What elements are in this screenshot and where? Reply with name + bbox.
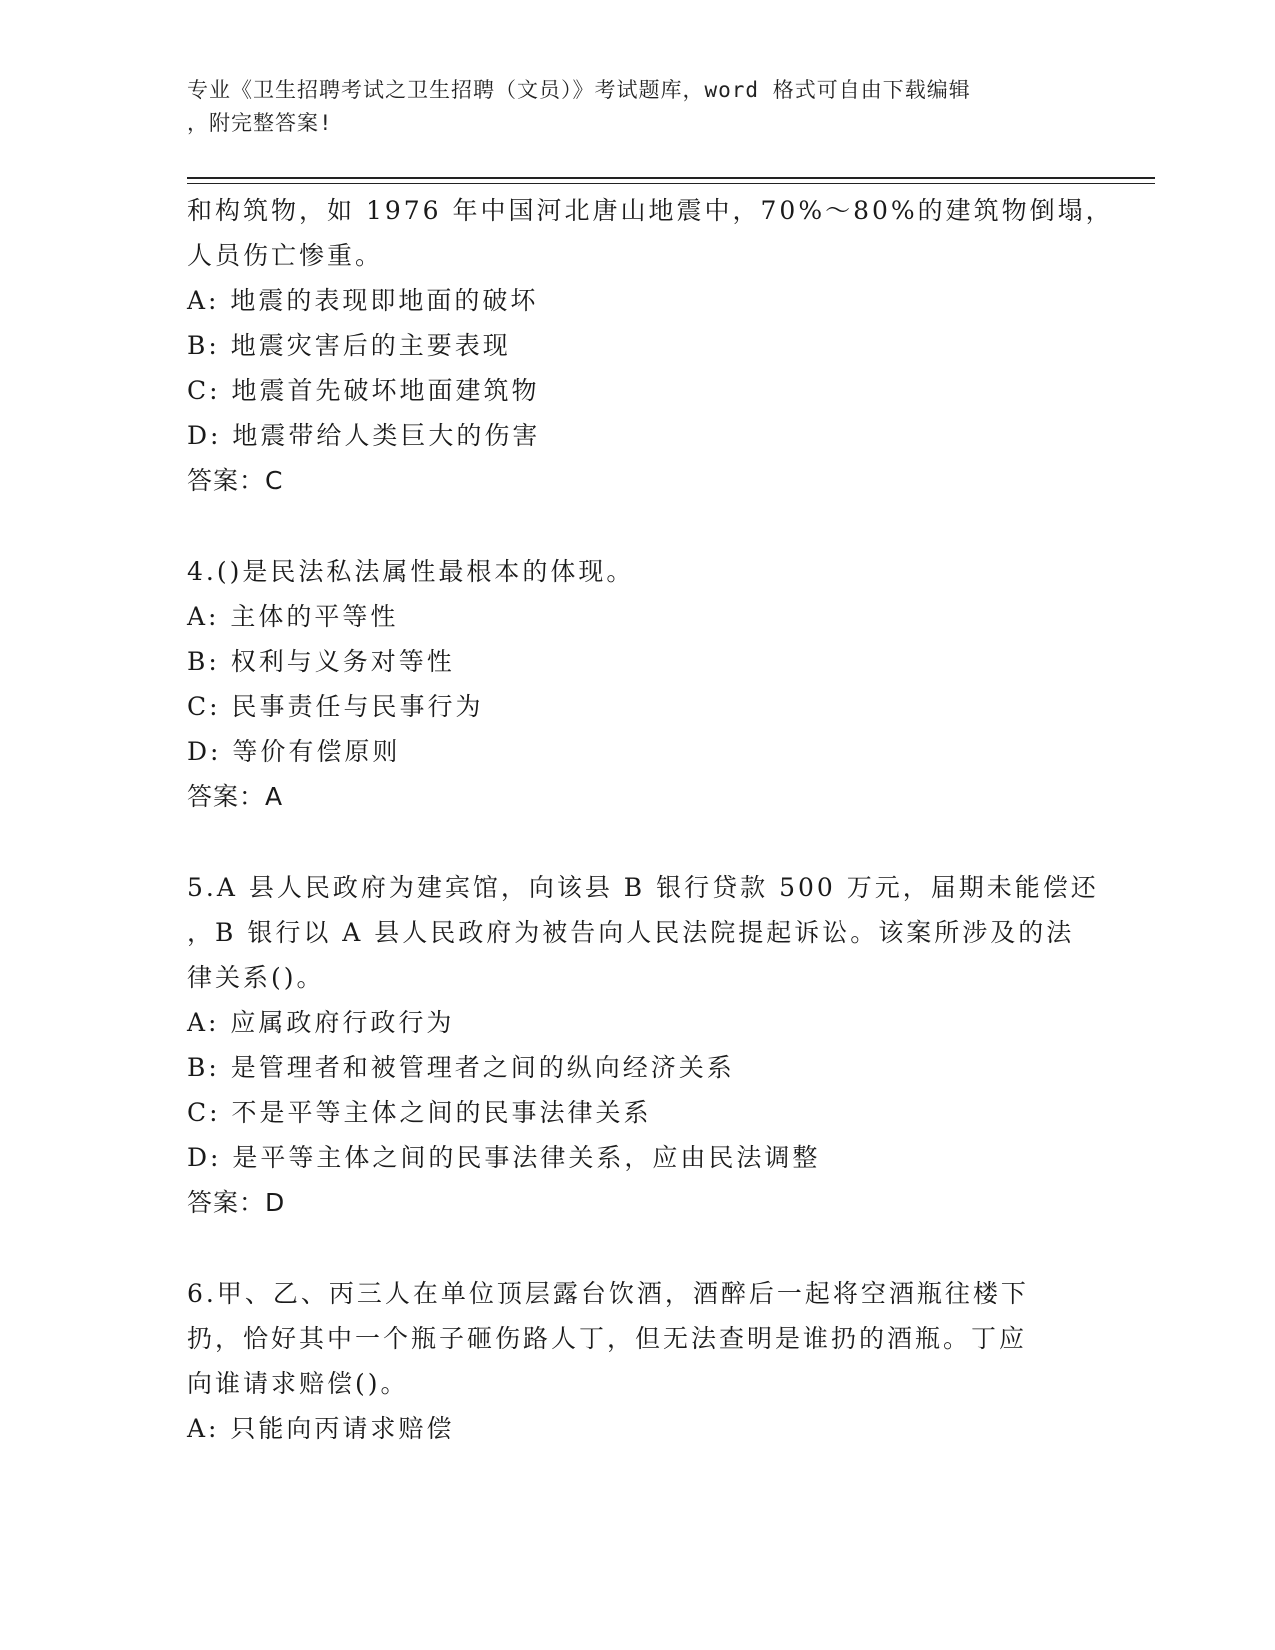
question-spacer xyxy=(187,1225,1087,1271)
option-c: C: 民事责任与民事行为 xyxy=(187,692,484,721)
question-stem-line: 6.甲、乙、丙三人在单位顶层露台饮酒，酒醉后一起将空酒瓶往楼下 xyxy=(187,1279,1029,1308)
question-content xyxy=(187,188,1114,1451)
option-c: C: 不是平等主体之间的民事法律关系 xyxy=(187,1098,652,1127)
header-divider-thin xyxy=(187,183,1155,184)
option-d: D: 是平等主体之间的民事法律关系，应由民法调整 xyxy=(187,1143,821,1172)
option-d: D: 等价有偿原则 xyxy=(187,737,401,766)
option-a: A: 主体的平等性 xyxy=(187,602,399,631)
question-stem-line: ，B 银行以 A 县人民政府为被告向人民法院提起诉讼。该案所涉及的法 xyxy=(187,918,1075,947)
option-b: B: 地震灾害后的主要表现 xyxy=(187,331,511,360)
question-3 xyxy=(187,188,1114,503)
document-header xyxy=(187,74,1087,140)
question-6 xyxy=(187,1271,1087,1451)
question-spacer xyxy=(187,503,1087,549)
answer-line: 答案：A xyxy=(187,782,284,811)
option-c: C: 地震首先破坏地面建筑物 xyxy=(187,376,540,405)
option-b: B: 是管理者和被管理者之间的纵向经济关系 xyxy=(187,1053,735,1082)
question-4 xyxy=(187,549,1087,819)
question-stem-line: 5.A 县人民政府为建宾馆，向该县 B 银行贷款 500 万元，届期未能偿还 xyxy=(187,873,1099,902)
header-title-line-2: ，附完整答案! xyxy=(187,111,333,135)
header-title-line-1: 专业《卫生招聘考试之卫生招聘（文员）》考试题库，word 格式可自由下载编辑 xyxy=(187,78,971,102)
answer-line: 答案：C xyxy=(187,466,284,495)
question-stem-line: 扔，恰好其中一个瓶子砸伤路人丁，但无法查明是谁扔的酒瓶。丁应 xyxy=(187,1324,1028,1353)
question-5 xyxy=(187,865,1099,1225)
question-stem-line: 向谁请求赔偿()。 xyxy=(187,1369,409,1398)
option-a: A: 应属政府行政行为 xyxy=(187,1008,455,1037)
option-d: D: 地震带给人类巨大的伤害 xyxy=(187,421,541,450)
answer-line: 答案：D xyxy=(187,1188,286,1217)
question-stem-line: 人员伤亡惨重。 xyxy=(187,241,384,270)
question-spacer xyxy=(187,819,1087,865)
question-stem-line: 4.()是民法私法属性最根本的体现。 xyxy=(187,557,635,586)
option-a: A: 只能向丙请求赔偿 xyxy=(187,1414,455,1443)
question-stem-line: 律关系()。 xyxy=(187,963,325,992)
option-a: A: 地震的表现即地面的破坏 xyxy=(187,286,539,315)
header-divider-thick xyxy=(187,177,1155,179)
question-stem-line: 和构筑物，如 1976 年中国河北唐山地震中，70%～80%的建筑物倒塌， xyxy=(187,196,1114,225)
option-b: B: 权利与义务对等性 xyxy=(187,647,455,676)
